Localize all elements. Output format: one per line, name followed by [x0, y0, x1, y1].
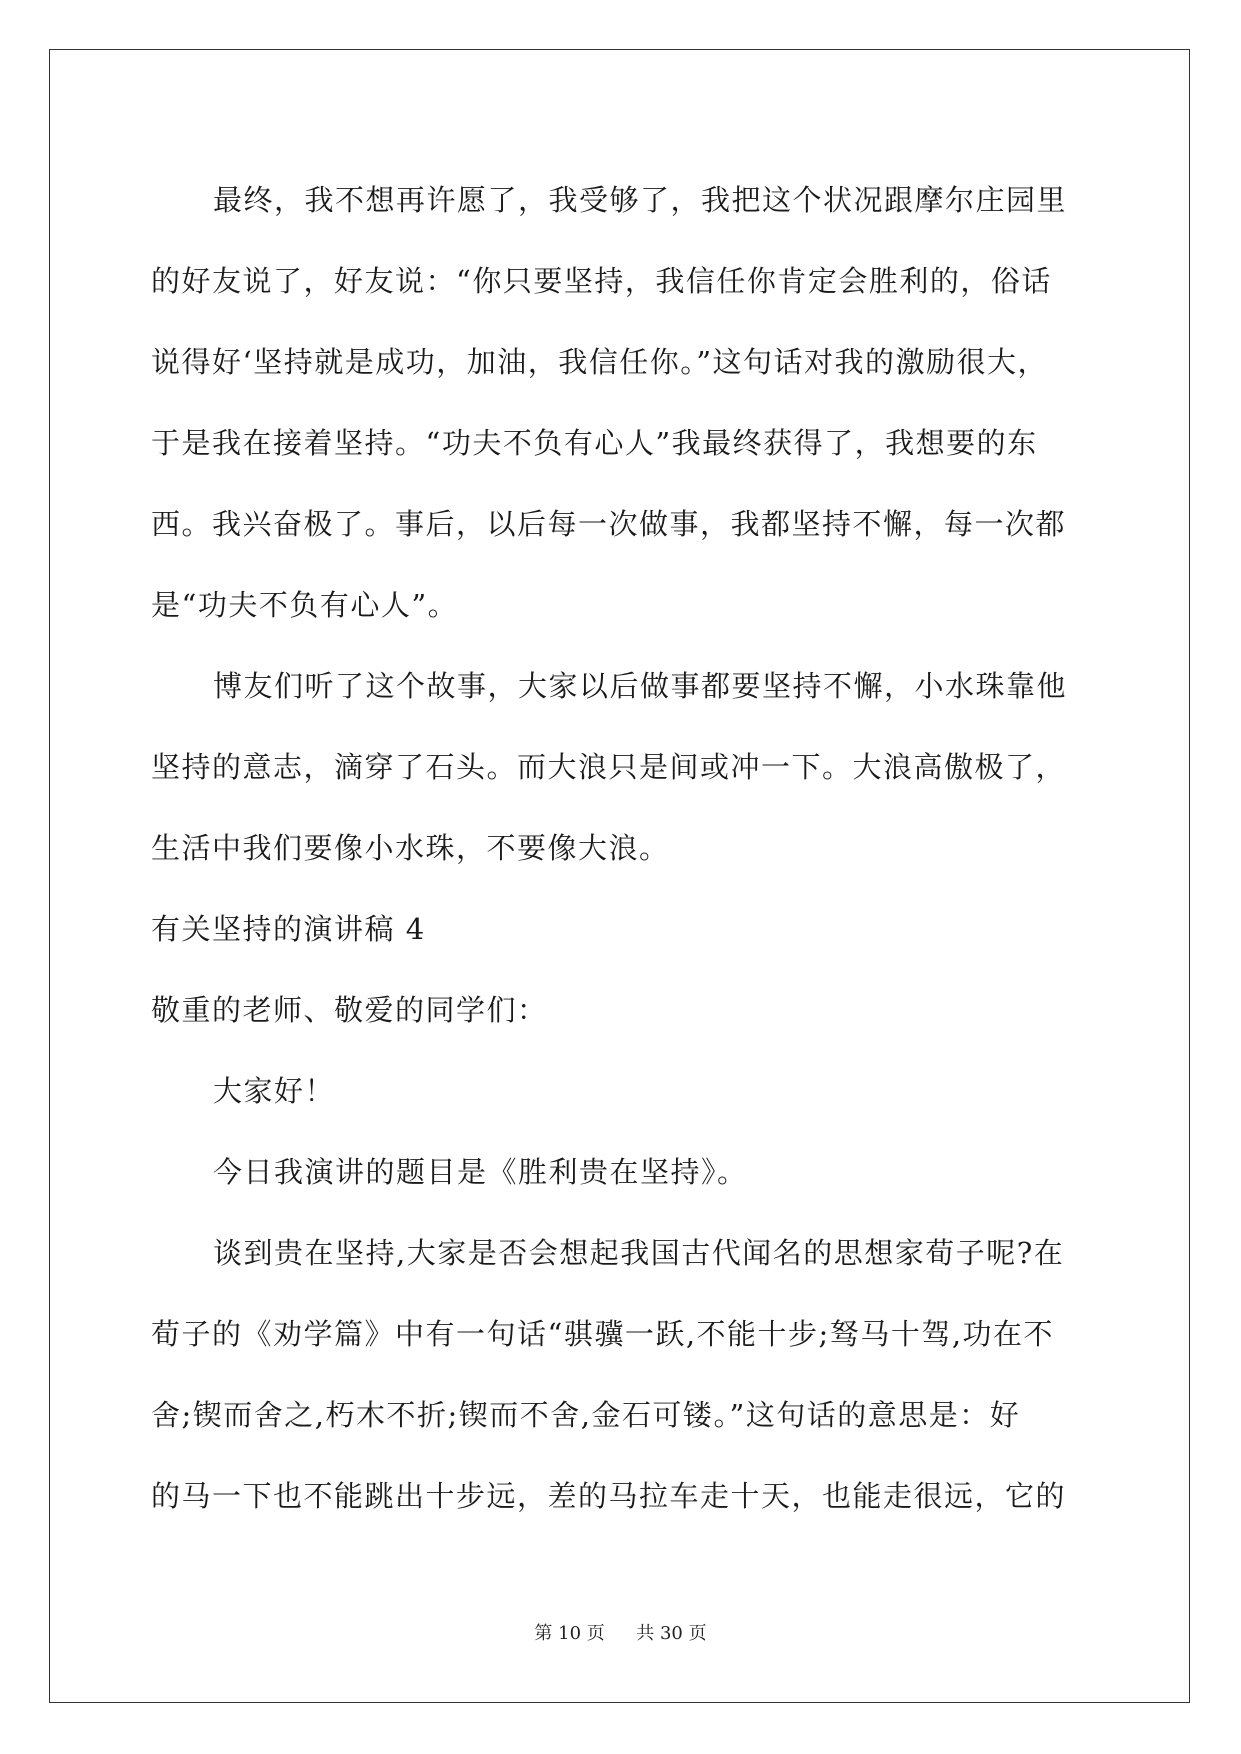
text-line: 的马一下也不能跳出十步远，差的马拉车走十天，也能走很远，它的 [151, 1479, 1067, 1513]
salutation: 敬重的老师、敬爱的同学们： [151, 993, 548, 1027]
text-line: 谈到贵在坚持,大家是否会想起我国古代闻名的思想家荀子呢?在 [213, 1236, 1065, 1270]
text-line: 荀子的《劝学篇》中有一句话“骐骥一跃,不能十步;驽马十驾,功在不 [151, 1317, 1055, 1351]
text-line: 最终，我不想再许愿了，我受够了，我把这个状况跟摩尔庄园里 [213, 183, 1068, 217]
text-line: 于是我在接着坚持。“功夫不负有心人”我最终获得了，我想要的东 [151, 426, 1038, 460]
text-line: 今日我演讲的题目是《胜利贵在坚持》。 [213, 1155, 748, 1189]
text-line: 说得好‘坚持就是成功，加油，我信任你。”这句话对我的激励很大， [151, 345, 1049, 379]
text-line: 西。我兴奋极了。事后，以后每一次做事，我都坚持不懈，每一次都 [151, 507, 1067, 541]
text-line: 舍;锲而舍之,朽木不折;锲而不舍,金石可镂。”这句话的意思是：好 [151, 1398, 1021, 1432]
text-line: 的好友说了，好友说：“你只要坚持，我信任你肯定会胜利的，俗话 [151, 264, 1052, 298]
greeting: 大家好！ [213, 1074, 336, 1108]
page-total: 共 30 页 [636, 1623, 707, 1644]
section-heading: 有关坚持的演讲稿 4 [151, 912, 426, 946]
text-line: 坚持的意志，滴穿了石头。而大浪只是间或冲一下。大浪高傲极了， [151, 750, 1067, 784]
text-line: 是“功夫不负有心人”。 [151, 588, 459, 622]
page-number: 第 10 页 [534, 1623, 605, 1644]
text-line: 博友们听了这个故事，大家以后做事都要坚持不懈，小水珠靠他 [213, 669, 1068, 703]
document-body [151, 160, 1091, 1537]
page-footer [0, 1619, 1241, 1645]
text-line: 生活中我们要像小水珠，不要像大浪。 [151, 831, 670, 865]
